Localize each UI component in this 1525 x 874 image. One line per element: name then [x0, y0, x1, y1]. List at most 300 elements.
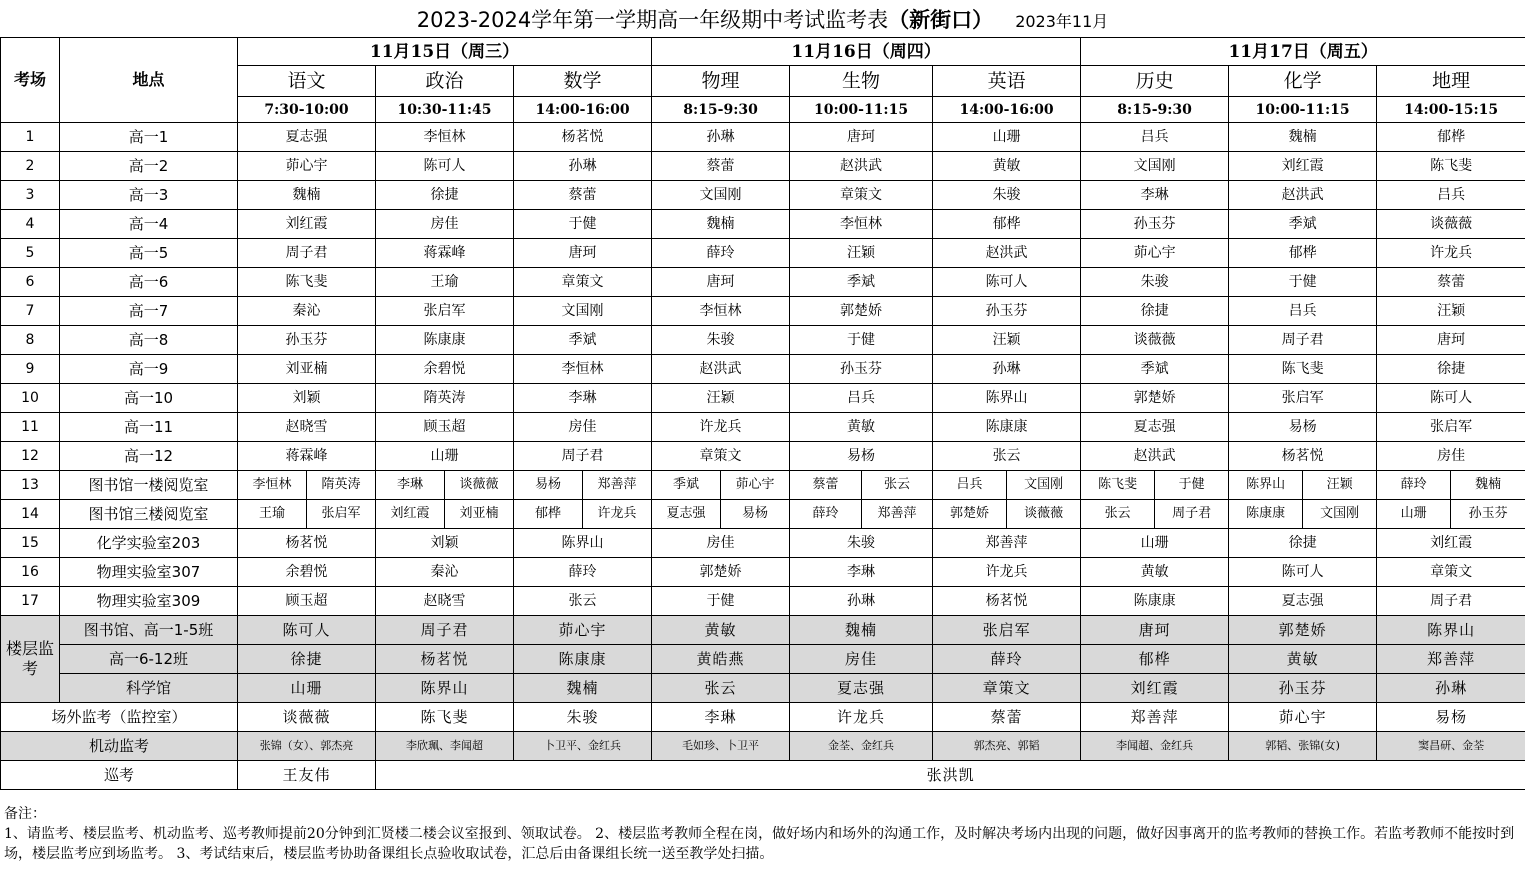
- invigilator-cell: 郭楚娇: [790, 297, 933, 326]
- invigilator-cell: 孙琳: [933, 355, 1081, 384]
- invigilator-cell: 谈薇薇: [1081, 326, 1229, 355]
- invigilator-cell: 张锦（女）、郭杰亮: [238, 732, 376, 761]
- invigilator-cell: 周子君: [1155, 500, 1229, 529]
- invigilator-cell: 窦昌研、金荃: [1377, 732, 1525, 761]
- room-number: 10: [1, 384, 60, 413]
- invigilator-cell: 李恒林: [238, 471, 307, 500]
- invigilator-cell: 郑善萍: [1377, 645, 1525, 674]
- invigilator-cell: 赵洪武: [790, 152, 933, 181]
- invigilator-cell: 张启军: [307, 500, 376, 529]
- invigilator-cell: 唐珂: [1081, 616, 1229, 645]
- invigilator-cell: 蔡蕾: [790, 471, 862, 500]
- subject-header: 历史: [1081, 66, 1229, 97]
- invigilator-cell: 李琳: [790, 558, 933, 587]
- room-number: 4: [1, 210, 60, 239]
- invigilator-cell: 张启军: [933, 616, 1081, 645]
- invigilator-cell: 孙玉芬: [1451, 500, 1525, 529]
- invigilator-cell: 蔡蕾: [933, 703, 1081, 732]
- header-room: 考场: [1, 38, 60, 123]
- invigilator-cell: 魏楠: [514, 674, 652, 703]
- subject-header: 英语: [933, 66, 1081, 97]
- room-location: 高一1: [60, 123, 238, 152]
- subject-header: 语文: [238, 66, 376, 97]
- invigilator-cell: 陈飞斐: [376, 703, 514, 732]
- invigilator-cell: 蔡蕾: [652, 152, 790, 181]
- invigilator-cell: 山珊: [1081, 529, 1229, 558]
- invigilator-cell: 季斌: [790, 268, 933, 297]
- invigilator-cell: 徐捷: [238, 645, 376, 674]
- invigilator-cell: 张云: [1081, 500, 1155, 529]
- invigilator-cell: 章策文: [1377, 558, 1525, 587]
- invigilator-cell: 唐珂: [1377, 326, 1525, 355]
- invigilator-cell: 夏志强: [1229, 587, 1377, 616]
- mobile-label: 机动监考: [1, 732, 238, 761]
- table-row: [1, 297, 1525, 326]
- invigilator-cell: 黄敏: [1081, 558, 1229, 587]
- table-row: [1, 413, 1525, 442]
- room-number: 12: [1, 442, 60, 471]
- invigilator-cell: 徐捷: [1229, 529, 1377, 558]
- table-row: [1, 181, 1525, 210]
- invigilator-cell: 陈可人: [238, 616, 376, 645]
- invigilator-cell: 徐捷: [376, 181, 514, 210]
- invigilator-cell: 刘亚楠: [238, 355, 376, 384]
- invigilator-cell: 赵洪武: [933, 239, 1081, 268]
- invigilator-cell: 朱骏: [790, 529, 933, 558]
- invigilator-cell: 季斌: [514, 326, 652, 355]
- invigilator-cell: 易杨: [1377, 703, 1525, 732]
- invigilator-cell: 杨茗悦: [238, 529, 376, 558]
- table-row: [1, 152, 1525, 181]
- room-location: 图书馆一楼阅览室: [60, 471, 238, 500]
- invigilator-cell: 隋英涛: [376, 384, 514, 413]
- invigilator-cell: 章策文: [652, 442, 790, 471]
- subject-header: 地理: [1377, 66, 1525, 97]
- invigilator-cell: 黄敏: [790, 413, 933, 442]
- floor-area: 科学馆: [60, 674, 238, 703]
- invigilator-cell: 朱骏: [933, 181, 1081, 210]
- room-location: 高一7: [60, 297, 238, 326]
- invigilator-cell: 余碧悦: [238, 558, 376, 587]
- invigilator-cell: 于健: [790, 326, 933, 355]
- invigilator-cell: 郭楚娇: [652, 558, 790, 587]
- invigilator-cell: 刘红霞: [376, 500, 445, 529]
- invigilator-cell: 茆心宇: [1081, 239, 1229, 268]
- invigilator-cell: 赵洪武: [1229, 181, 1377, 210]
- table-row: [1, 384, 1525, 413]
- invigilator-cell: 易杨: [1229, 413, 1377, 442]
- invigilator-cell: 周子君: [1229, 326, 1377, 355]
- invigilator-cell: 周子君: [376, 616, 514, 645]
- invigilator-cell: 隋英涛: [307, 471, 376, 500]
- invigilator-cell: 周子君: [514, 442, 652, 471]
- subject-header: 政治: [376, 66, 514, 97]
- invigilator-cell: 黄敏: [1229, 645, 1377, 674]
- invigilator-cell: 蔡蕾: [1377, 268, 1525, 297]
- notes-text: 1、请监考、楼层监考、机动监考、巡考教师提前20分钟到汇贤楼二楼会议室报到、领取试卷。 2、楼层监考教师全程在岗，做好场内和场外的沟通工作，及时解决考场内出现的问题，做好因事离开的监考教师的替换工作。若监考教师不能按时到场，楼层监考应到场监考。 3、考试结束后，楼层监考协助备课组长点验收取试卷，汇总后由备课组长统一送至教学处扫描。: [4, 826, 1515, 862]
- room-number: 9: [1, 355, 60, 384]
- invigilator-cell: 陈康康: [514, 645, 652, 674]
- invigilator-cell: 吕兵: [933, 471, 1007, 500]
- invigilator-cell: 易杨: [721, 500, 790, 529]
- invigilator-cell: 孙玉芬: [790, 355, 933, 384]
- room-number: 11: [1, 413, 60, 442]
- time-header: 14:00-16:00: [933, 97, 1081, 123]
- invigilator-cell: 魏楠: [1451, 471, 1525, 500]
- invigilator-cell: 陈可人: [1229, 558, 1377, 587]
- invigilator-cell: 周子君: [1377, 587, 1525, 616]
- invigilator-cell: 李琳: [514, 384, 652, 413]
- invigilator-cell: 孙琳: [790, 587, 933, 616]
- room-number: 5: [1, 239, 60, 268]
- invigilator-cell: 吕兵: [790, 384, 933, 413]
- invigilator-cell: 郁桦: [1377, 123, 1525, 152]
- invigilator-cell: 茆心宇: [514, 616, 652, 645]
- invigilator-cell: 李欣珮、李闻超: [376, 732, 514, 761]
- invigilator-cell: 郑善萍: [933, 529, 1081, 558]
- invigilator-cell: 薛玲: [514, 558, 652, 587]
- subject-header: 化学: [1229, 66, 1377, 97]
- time-header: 8:15-9:30: [652, 97, 790, 123]
- time-header: 10:30-11:45: [376, 97, 514, 123]
- invigilator-cell: 山珊: [376, 442, 514, 471]
- invigilator-cell: 谈薇薇: [238, 703, 376, 732]
- invigilator-cell: 刘红霞: [1229, 152, 1377, 181]
- time-header: 7:30-10:00: [238, 97, 376, 123]
- invigilator-cell: 朱骏: [514, 703, 652, 732]
- room-location: 高一3: [60, 181, 238, 210]
- subject-header: 生物: [790, 66, 933, 97]
- invigilator-cell: 李琳: [376, 471, 445, 500]
- invigilator-cell: 郁桦: [1229, 239, 1377, 268]
- invigilator-cell: 房佳: [376, 210, 514, 239]
- invigilator-cell: 薛玲: [790, 500, 862, 529]
- invigilator-cell: 孙玉芬: [238, 326, 376, 355]
- invigilator-cell: 文国刚: [514, 297, 652, 326]
- invigilator-cell: 季斌: [1081, 355, 1229, 384]
- time-header: 14:00-15:15: [1377, 97, 1525, 123]
- invigilator-cell: 赵洪武: [1081, 442, 1229, 471]
- header-row-dates: [1, 38, 1525, 66]
- room-location: 高一4: [60, 210, 238, 239]
- invigilator-cell: 秦沁: [376, 558, 514, 587]
- invigilator-cell: 郑善萍: [862, 500, 933, 529]
- invigilator-cell: 房佳: [514, 413, 652, 442]
- title-row: [0, 4, 1525, 36]
- table-row: [1, 239, 1525, 268]
- room-number: 1: [1, 123, 60, 152]
- invigilator-cell: 薛玲: [1377, 471, 1451, 500]
- invigilator-cell: 陈飞斐: [1377, 152, 1525, 181]
- room-location: 高一10: [60, 384, 238, 413]
- invigilator-cell: 黄皓燕: [652, 645, 790, 674]
- room-location: 物理实验室309: [60, 587, 238, 616]
- invigilator-cell: 郁桦: [933, 210, 1081, 239]
- invigilator-cell: 郭楚娇: [1081, 384, 1229, 413]
- table-row: [1, 442, 1525, 471]
- header-day-3: 11月17日（周五）: [1081, 38, 1525, 66]
- invigilator-cell: 孙玉芬: [933, 297, 1081, 326]
- table-row: [1, 529, 1525, 558]
- invigilator-cell: 李恒林: [514, 355, 652, 384]
- invigilator-cell: 李琳: [652, 703, 790, 732]
- invigilator-cell: 黄敏: [652, 616, 790, 645]
- subject-header: 数学: [514, 66, 652, 97]
- invigilator-cell: 陈可人: [376, 152, 514, 181]
- invigilator-cell: 刘红霞: [1377, 529, 1525, 558]
- header-day-1: 11月15日（周三）: [238, 38, 652, 66]
- invigilator-cell: 魏楠: [652, 210, 790, 239]
- time-header: 10:00-11:15: [790, 97, 933, 123]
- invigilator-cell: 孙琳: [514, 152, 652, 181]
- patrol-row: [1, 761, 1525, 790]
- invigilator-cell: 夏志强: [652, 500, 721, 529]
- invigilator-cell: 吕兵: [1377, 181, 1525, 210]
- invigilator-cell: 茆心宇: [1229, 703, 1377, 732]
- invigilator-cell: 谈薇薇: [1007, 500, 1081, 529]
- invigilator-cell: 朱骏: [652, 326, 790, 355]
- room-number: 14: [1, 500, 60, 529]
- invigilator-cell: 杨茗悦: [376, 645, 514, 674]
- invigilator-cell: 毛如珍、卜卫平: [652, 732, 790, 761]
- invigilator-cell: 夏志强: [238, 123, 376, 152]
- invigilator-cell: 顾玉超: [376, 413, 514, 442]
- invigilator-cell: 蒋霖峰: [376, 239, 514, 268]
- invigilator-cell: 文国刚: [1081, 152, 1229, 181]
- table-row: [1, 471, 1525, 500]
- room-number: 6: [1, 268, 60, 297]
- invigilator-cell: 赵晓雪: [238, 413, 376, 442]
- room-location: 高一2: [60, 152, 238, 181]
- invigilator-cell: 汪颖: [1377, 297, 1525, 326]
- invigilator-cell: 孙玉芬: [1081, 210, 1229, 239]
- table-row: [1, 268, 1525, 297]
- invigilator-cell: 郭楚娇: [1229, 616, 1377, 645]
- room-location: 高一5: [60, 239, 238, 268]
- invigilator-cell: 徐捷: [1081, 297, 1229, 326]
- invigilator-cell: 陈康康: [933, 413, 1081, 442]
- invigilator-cell: 徐捷: [1377, 355, 1525, 384]
- invigilator-cell: 许龙兵: [1377, 239, 1525, 268]
- invigilator-cell: 山珊: [933, 123, 1081, 152]
- room-number: 13: [1, 471, 60, 500]
- invigilator-cell: 李闻超、金红兵: [1081, 732, 1229, 761]
- invigilator-cell: 汪颖: [790, 239, 933, 268]
- invigilator-cell: 魏楠: [1229, 123, 1377, 152]
- table-row: [1, 326, 1525, 355]
- room-location: 高一12: [60, 442, 238, 471]
- invigilator-cell: 陈康康: [1229, 500, 1303, 529]
- invigilator-cell: 李恒林: [790, 210, 933, 239]
- invigilator-cell: 谈薇薇: [1377, 210, 1525, 239]
- invigilator-cell: 章策文: [514, 268, 652, 297]
- invigilator-cell: 许龙兵: [933, 558, 1081, 587]
- time-header: 8:15-9:30: [1081, 97, 1229, 123]
- invigilator-cell: 于健: [652, 587, 790, 616]
- invigilator-cell: 唐珂: [790, 123, 933, 152]
- invigilator-cell: 杨茗悦: [933, 587, 1081, 616]
- invigilator-cell: 易杨: [514, 471, 583, 500]
- invigilator-cell: 文国刚: [1007, 471, 1081, 500]
- room-location: 高一9: [60, 355, 238, 384]
- invigilation-table: [0, 37, 1525, 790]
- invigilator-cell: 唐珂: [514, 239, 652, 268]
- room-location: 物理实验室307: [60, 558, 238, 587]
- invigilator-cell: 杨茗悦: [514, 123, 652, 152]
- invigilator-cell: 李琳: [1081, 181, 1229, 210]
- invigilator-cell: 陈可人: [1377, 384, 1525, 413]
- invigilator-cell: 山珊: [1377, 500, 1451, 529]
- invigilator-cell: 余碧悦: [376, 355, 514, 384]
- invigilator-cell: 张云: [652, 674, 790, 703]
- notes-label: 备注：: [4, 806, 46, 822]
- table-row: [1, 558, 1525, 587]
- invigilator-cell: 陈界山: [376, 674, 514, 703]
- invigilator-cell: 于健: [1155, 471, 1229, 500]
- invigilator-cell: 房佳: [652, 529, 790, 558]
- floor-area: 高一6-12班: [60, 645, 238, 674]
- invigilator-cell: 赵晓雪: [376, 587, 514, 616]
- invigilator-cell: 王瑜: [376, 268, 514, 297]
- outside-label: 场外监考（监控室）: [1, 703, 238, 732]
- table-row: [1, 355, 1525, 384]
- room-number: 15: [1, 529, 60, 558]
- invigilator-cell: 郭杰亮、郭韬: [933, 732, 1081, 761]
- invigilator-cell: 秦沁: [238, 297, 376, 326]
- floor-row: [1, 616, 1525, 645]
- invigilator-cell: 陈界山: [514, 529, 652, 558]
- room-number: 7: [1, 297, 60, 326]
- invigilator-cell: 陈飞斐: [1081, 471, 1155, 500]
- floor-row: [1, 645, 1525, 674]
- invigilator-cell: 李恒林: [652, 297, 790, 326]
- subject-header: 物理: [652, 66, 790, 97]
- invigilator-cell: 汪颖: [1303, 471, 1377, 500]
- schedule-date: 2023年11月: [1015, 12, 1109, 31]
- room-location: 高一8: [60, 326, 238, 355]
- invigilator-cell: 于健: [514, 210, 652, 239]
- invigilator-cell: 于健: [1229, 268, 1377, 297]
- room-location: 高一11: [60, 413, 238, 442]
- invigilator-cell: 郭楚娇: [933, 500, 1007, 529]
- invigilator-cell: 陈康康: [376, 326, 514, 355]
- invigilator-cell: 刘颖: [376, 529, 514, 558]
- invigilator-cell: 张启军: [376, 297, 514, 326]
- invigilator-cell: 陈飞斐: [1229, 355, 1377, 384]
- invigilator-cell: 杨茗悦: [1229, 442, 1377, 471]
- invigilator-cell: 郁桦: [514, 500, 583, 529]
- room-number: 8: [1, 326, 60, 355]
- invigilator-cell: 孙玉芬: [1229, 674, 1377, 703]
- invigilator-cell: 季斌: [1229, 210, 1377, 239]
- room-number: 2: [1, 152, 60, 181]
- table-row: [1, 587, 1525, 616]
- room-number: 17: [1, 587, 60, 616]
- invigilator-cell: 魏楠: [790, 616, 933, 645]
- invigilator-cell: 张云: [933, 442, 1081, 471]
- invigilator-cell: 刘红霞: [1081, 674, 1229, 703]
- invigilator-cell: 孙琳: [1377, 674, 1525, 703]
- invigilator-cell: 汪颖: [933, 326, 1081, 355]
- room-location: 化学实验室203: [60, 529, 238, 558]
- invigilator-cell: 文国刚: [1303, 500, 1377, 529]
- room-number: 3: [1, 181, 60, 210]
- invigilator-cell: 章策文: [790, 181, 933, 210]
- floor-invigilation-label: 楼层监考: [1, 616, 60, 703]
- page-title: 2023-2024学年第一学期高一年级期中考试监考表: [416, 8, 889, 32]
- campus-label: （新街口）: [888, 8, 994, 32]
- header-location: 地点: [60, 38, 238, 123]
- invigilator-cell: 朱骏: [1081, 268, 1229, 297]
- invigilator-cell: 蒋霖峰: [238, 442, 376, 471]
- time-header: 14:00-16:00: [514, 97, 652, 123]
- patrol-day1: 王友伟: [238, 761, 376, 790]
- invigilator-cell: 赵洪武: [652, 355, 790, 384]
- invigilator-cell: 金荃、金红兵: [790, 732, 933, 761]
- invigilator-cell: 茆心宇: [721, 471, 790, 500]
- invigilator-cell: 刘红霞: [238, 210, 376, 239]
- invigilator-cell: 黄敏: [933, 152, 1081, 181]
- table-row: [1, 123, 1525, 152]
- invigilator-cell: 唐珂: [652, 268, 790, 297]
- invigilator-cell: 郑善萍: [583, 471, 652, 500]
- invigilator-cell: 陈康康: [1081, 587, 1229, 616]
- table-row: [1, 210, 1525, 239]
- invigilator-cell: 陈可人: [933, 268, 1081, 297]
- invigilator-cell: 陈飞斐: [238, 268, 376, 297]
- patrol-rest: 张洪凯: [376, 761, 1525, 790]
- invigilator-cell: 汪颖: [652, 384, 790, 413]
- invigilator-cell: 吕兵: [1081, 123, 1229, 152]
- invigilator-cell: 顾玉超: [238, 587, 376, 616]
- patrol-label: 巡考: [1, 761, 238, 790]
- invigilator-cell: 刘亚楠: [445, 500, 514, 529]
- invigilator-cell: 李恒林: [376, 123, 514, 152]
- invigilator-cell: 蔡蕾: [514, 181, 652, 210]
- invigilator-cell: 许龙兵: [652, 413, 790, 442]
- invigilator-cell: 许龙兵: [583, 500, 652, 529]
- invigilator-cell: 文国刚: [652, 181, 790, 210]
- table-row: [1, 500, 1525, 529]
- floor-area: 图书馆、高一1-5班: [60, 616, 238, 645]
- invigilator-cell: 张云: [514, 587, 652, 616]
- invigilator-cell: 许龙兵: [790, 703, 933, 732]
- invigilator-cell: 周子君: [238, 239, 376, 268]
- invigilator-cell: 薛玲: [933, 645, 1081, 674]
- invigilator-cell: 郭韬、张锦(女): [1229, 732, 1377, 761]
- invigilator-cell: 夏志强: [790, 674, 933, 703]
- room-location: 高一6: [60, 268, 238, 297]
- invigilator-cell: 章策文: [933, 674, 1081, 703]
- floor-row: [1, 674, 1525, 703]
- outside-row: [1, 703, 1525, 732]
- invigilator-cell: 陈界山: [1229, 471, 1303, 500]
- invigilator-cell: 易杨: [790, 442, 933, 471]
- invigilator-cell: 薛玲: [652, 239, 790, 268]
- invigilator-cell: 吕兵: [1229, 297, 1377, 326]
- invigilator-cell: 季斌: [652, 471, 721, 500]
- invigilator-cell: 山珊: [238, 674, 376, 703]
- invigilator-cell: 魏楠: [238, 181, 376, 210]
- notes: [4, 804, 1519, 864]
- room-number: 16: [1, 558, 60, 587]
- invigilator-cell: 王瑜: [238, 500, 307, 529]
- invigilator-cell: 谈薇薇: [445, 471, 514, 500]
- header-day-2: 11月16日（周四）: [652, 38, 1081, 66]
- invigilator-cell: 孙琳: [652, 123, 790, 152]
- invigilator-cell: 房佳: [1377, 442, 1525, 471]
- room-location: 图书馆三楼阅览室: [60, 500, 238, 529]
